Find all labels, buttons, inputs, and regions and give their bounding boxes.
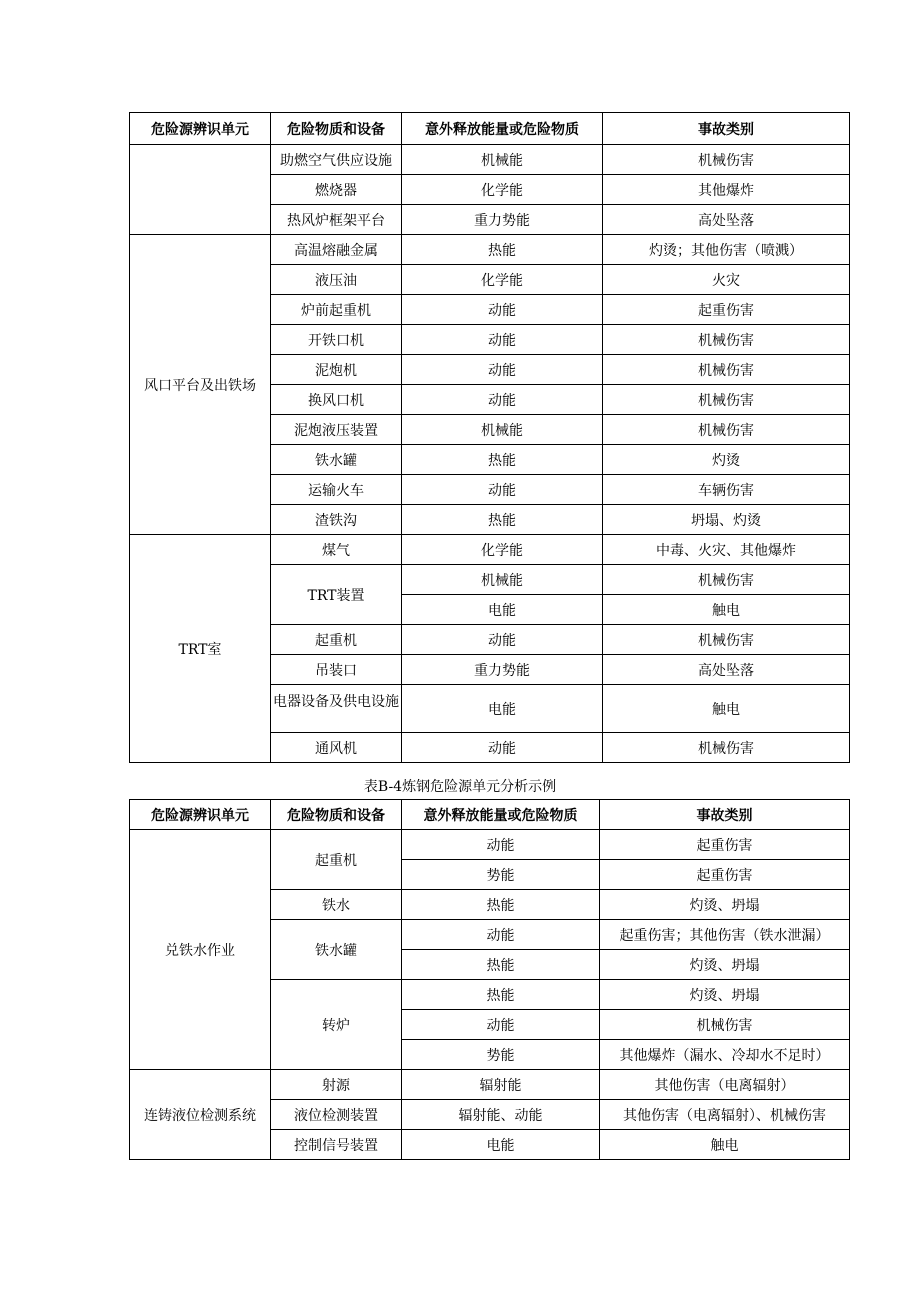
accident-cell: 机械伤害	[603, 385, 850, 415]
energy-cell: 热能	[402, 505, 603, 535]
equipment-cell: 射源	[271, 1070, 402, 1100]
equipment-cell: 铁水	[271, 890, 402, 920]
equipment-cell: 液位检测装置	[271, 1100, 402, 1130]
energy-cell: 重力势能	[402, 655, 603, 685]
accident-cell: 机械伤害	[603, 733, 850, 763]
accident-cell: 触电	[603, 595, 850, 625]
equipment-cell: 起重机	[271, 625, 402, 655]
accident-cell: 触电	[600, 1130, 850, 1160]
header-energy: 意外释放能量或危险物质	[402, 800, 600, 830]
equipment-cell: 高温熔融金属	[271, 235, 402, 265]
header-unit: 危险源辨识单元	[130, 800, 271, 830]
energy-cell: 辐射能	[402, 1070, 600, 1100]
accident-cell: 触电	[603, 685, 850, 733]
equipment-cell: 助燃空气供应设施	[271, 145, 402, 175]
energy-cell: 热能	[402, 235, 603, 265]
equipment-cell: 热风炉框架平台	[271, 205, 402, 235]
table-row	[130, 145, 850, 175]
header-unit: 危险源辨识单元	[130, 113, 271, 145]
energy-cell: 机械能	[402, 415, 603, 445]
equipment-cell: 电器设备及供电设施	[271, 685, 402, 733]
energy-cell: 热能	[402, 980, 600, 1010]
energy-cell: 动能	[402, 385, 603, 415]
energy-cell: 辐射能、动能	[402, 1100, 600, 1130]
energy-cell: 动能	[402, 325, 603, 355]
equipment-cell: 燃烧器	[271, 175, 402, 205]
accident-cell: 灼烫、坍塌	[600, 950, 850, 980]
accident-cell: 机械伤害	[603, 625, 850, 655]
table-header-row	[130, 113, 850, 145]
equipment-cell: 铁水罐	[271, 445, 402, 475]
accident-cell: 灼烫	[603, 445, 850, 475]
equipment-cell: 换风口机	[271, 385, 402, 415]
energy-cell: 动能	[402, 920, 600, 950]
equipment-cell: 炉前起重机	[271, 295, 402, 325]
accident-cell: 机械伤害	[603, 325, 850, 355]
energy-cell: 动能	[402, 830, 600, 860]
accident-cell: 其他爆炸（漏水、冷却水不足时）	[600, 1040, 850, 1070]
accident-cell: 起重伤害；其他伤害（铁水泄漏）	[600, 920, 850, 950]
equipment-cell: 渣铁沟	[271, 505, 402, 535]
equipment-cell: 开铁口机	[271, 325, 402, 355]
equipment-cell: 吊装口	[271, 655, 402, 685]
equipment-cell: 煤气	[271, 535, 402, 565]
energy-cell: 势能	[402, 1040, 600, 1070]
accident-cell: 灼烫、坍塌	[600, 890, 850, 920]
accident-cell: 灼烫；其他伤害（喷溅）	[603, 235, 850, 265]
hazard-table-steelmaking	[129, 799, 850, 1160]
table-row	[130, 235, 850, 265]
unit-cell: TRT室	[130, 535, 271, 763]
accident-cell: 起重伤害	[603, 295, 850, 325]
energy-cell: 热能	[402, 445, 603, 475]
energy-cell: 化学能	[402, 175, 603, 205]
header-equipment: 危险物质和设备	[271, 800, 402, 830]
energy-cell: 机械能	[402, 145, 603, 175]
equipment-cell: 铁水罐	[271, 920, 402, 980]
table-caption: 表B-4炼钢危险源单元分析示例	[363, 779, 557, 795]
accident-cell: 中毒、火灾、其他爆炸	[603, 535, 850, 565]
accident-cell: 高处坠落	[603, 655, 850, 685]
hazard-table-ironmaking	[129, 112, 850, 763]
energy-cell: 动能	[402, 733, 603, 763]
table-row	[130, 1070, 850, 1100]
equipment-cell: 液压油	[271, 265, 402, 295]
accident-cell: 起重伤害	[600, 860, 850, 890]
equipment-cell: 转炉	[271, 980, 402, 1070]
equipment-cell: 泥炮液压装置	[271, 415, 402, 445]
energy-cell: 重力势能	[402, 205, 603, 235]
accident-cell: 机械伤害	[603, 415, 850, 445]
accident-cell: 机械伤害	[603, 355, 850, 385]
energy-cell: 电能	[402, 685, 603, 733]
header-equipment: 危险物质和设备	[271, 113, 402, 145]
header-accident: 事故类别	[603, 113, 850, 145]
equipment-cell: 泥炮机	[271, 355, 402, 385]
table-row	[130, 535, 850, 565]
header-accident: 事故类别	[600, 800, 850, 830]
unit-cell: 风口平台及出铁场	[130, 235, 271, 535]
energy-cell: 化学能	[402, 265, 603, 295]
energy-cell: 动能	[402, 295, 603, 325]
equipment-cell: 通风机	[271, 733, 402, 763]
table-header-row	[130, 800, 850, 830]
accident-cell: 火灾	[603, 265, 850, 295]
equipment-cell: TRT装置	[271, 565, 402, 625]
energy-cell: 电能	[402, 595, 603, 625]
energy-cell: 动能	[402, 625, 603, 655]
energy-cell: 电能	[402, 1130, 600, 1160]
accident-cell: 高处坠落	[603, 205, 850, 235]
energy-cell: 动能	[402, 1010, 600, 1040]
equipment-cell: 控制信号装置	[271, 1130, 402, 1160]
unit-cell: 连铸液位检测系统	[130, 1070, 271, 1160]
accident-cell: 其他伤害（电离辐射）	[600, 1070, 850, 1100]
equipment-cell: 起重机	[271, 830, 402, 890]
unit-cell	[130, 145, 271, 235]
accident-cell: 车辆伤害	[603, 475, 850, 505]
accident-cell: 灼烫、坍塌	[600, 980, 850, 1010]
energy-cell: 势能	[402, 860, 600, 890]
energy-cell: 热能	[402, 890, 600, 920]
accident-cell: 机械伤害	[603, 145, 850, 175]
energy-cell: 热能	[402, 950, 600, 980]
accident-cell: 坍塌、灼烫	[603, 505, 850, 535]
table-row	[130, 830, 850, 860]
accident-cell: 起重伤害	[600, 830, 850, 860]
accident-cell: 其他爆炸	[603, 175, 850, 205]
accident-cell: 其他伤害（电离辐射）、机械伤害	[600, 1100, 850, 1130]
accident-cell: 机械伤害	[603, 565, 850, 595]
accident-cell: 机械伤害	[600, 1010, 850, 1040]
energy-cell: 动能	[402, 355, 603, 385]
energy-cell: 机械能	[402, 565, 603, 595]
unit-cell: 兑铁水作业	[130, 830, 271, 1070]
equipment-cell: 运输火车	[271, 475, 402, 505]
header-energy: 意外释放能量或危险物质	[402, 113, 603, 145]
energy-cell: 化学能	[402, 535, 603, 565]
energy-cell: 动能	[402, 475, 603, 505]
